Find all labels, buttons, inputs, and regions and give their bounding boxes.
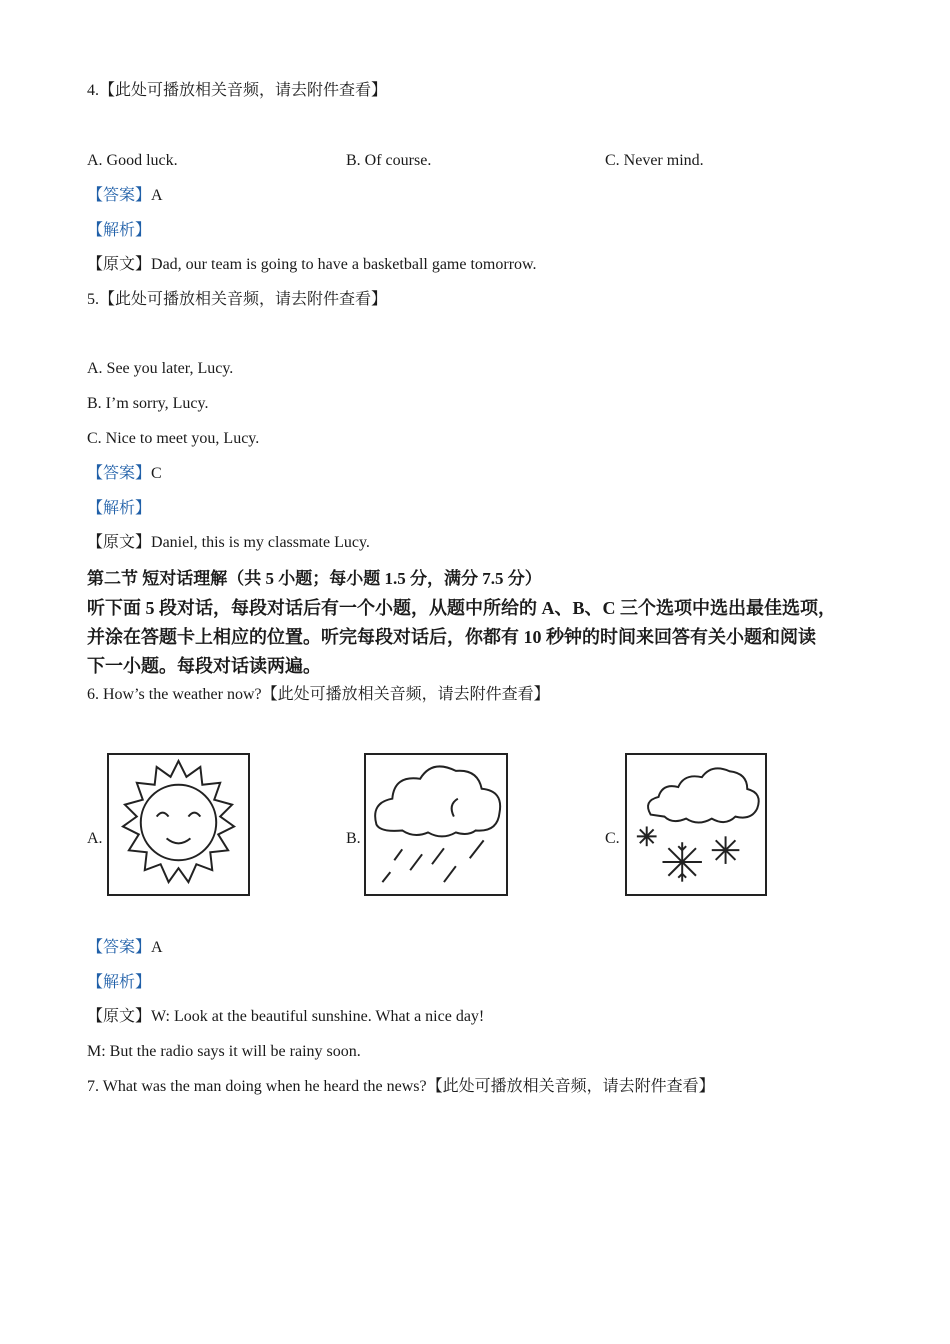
q4-original-text: Dad, our team is going to have a basketball game tomorrow.: [151, 256, 537, 273]
original-tag: 【原文】: [87, 1008, 152, 1025]
q4-answer-line: [87, 185, 163, 207]
q4-analysis-tag: 【解析】: [87, 222, 152, 239]
q6-option-b-label: B.: [346, 830, 361, 847]
section-instructions-1: 听下面 5 段对话，每段对话后有一个小题，从题中所给的 A、B、C 三个选项中选出最佳选项，: [87, 598, 836, 618]
q6-answer-value: A: [151, 939, 163, 956]
sun-icon: [107, 753, 250, 896]
original-tag: 【原文】: [87, 256, 152, 273]
q6-analysis-tag: 【解析】: [87, 974, 152, 991]
q4-original-line: [87, 254, 537, 276]
q5-original-text: Daniel, this is my classmate Lucy.: [151, 534, 370, 551]
q5-option-c: C. Nice to meet you, Lucy.: [87, 430, 260, 447]
question-4-stem: 4.【此处可播放相关音频，请去附件查看】: [87, 82, 388, 99]
answer-tag: 【答案】: [87, 465, 152, 482]
q5-original-line: [87, 532, 370, 554]
q6-original-line-2: M: But the radio says it will be rainy soon.: [87, 1043, 361, 1060]
q5-option-b: B. I’m sorry, Lucy.: [87, 395, 209, 412]
q6-original-line-1: [87, 1006, 484, 1028]
q4-option-c: C. Never mind.: [605, 152, 704, 169]
q6-original-text-1: W: Look at the beautiful sunshine. What a nice day!: [151, 1008, 485, 1025]
answer-tag: 【答案】: [87, 939, 152, 956]
q5-answer-value: C: [151, 465, 162, 482]
question-7-stem: 7. What was the man doing when he heard the news?【此处可播放相关音频，请去附件查看】: [87, 1078, 715, 1095]
section-instructions-3: 下一小题。每段对话读两遍。: [87, 656, 321, 676]
rain-cloud-icon: [364, 753, 508, 896]
question-6-stem: 6. How’s the weather now?【此处可播放相关音频，请去附件查看】: [87, 686, 550, 703]
q6-answer-line: [87, 937, 163, 959]
q5-answer-line: [87, 463, 162, 485]
snow-cloud-icon: [625, 753, 767, 896]
q6-option-c-label: C.: [605, 830, 620, 847]
question-5-stem: 5.【此处可播放相关音频，请去附件查看】: [87, 291, 388, 308]
section-title: 第二节 短对话理解（共 5 小题；每小题 1.5 分，满分 7.5 分）: [87, 569, 542, 588]
q5-analysis-tag: 【解析】: [87, 500, 152, 517]
q6-option-a-label: A.: [87, 830, 103, 847]
q4-answer-value: A: [151, 187, 163, 204]
answer-tag: 【答案】: [87, 187, 152, 204]
q4-option-a: A. Good luck.: [87, 152, 178, 169]
original-tag: 【原文】: [87, 534, 152, 551]
q4-option-b: B. Of course.: [346, 152, 432, 169]
section-instructions-2: 并涂在答题卡上相应的位置。听完每段对话后，你都有 10 秒钟的时间来回答有关小题和阅读: [87, 627, 816, 647]
q5-option-a: A. See you later, Lucy.: [87, 360, 234, 377]
